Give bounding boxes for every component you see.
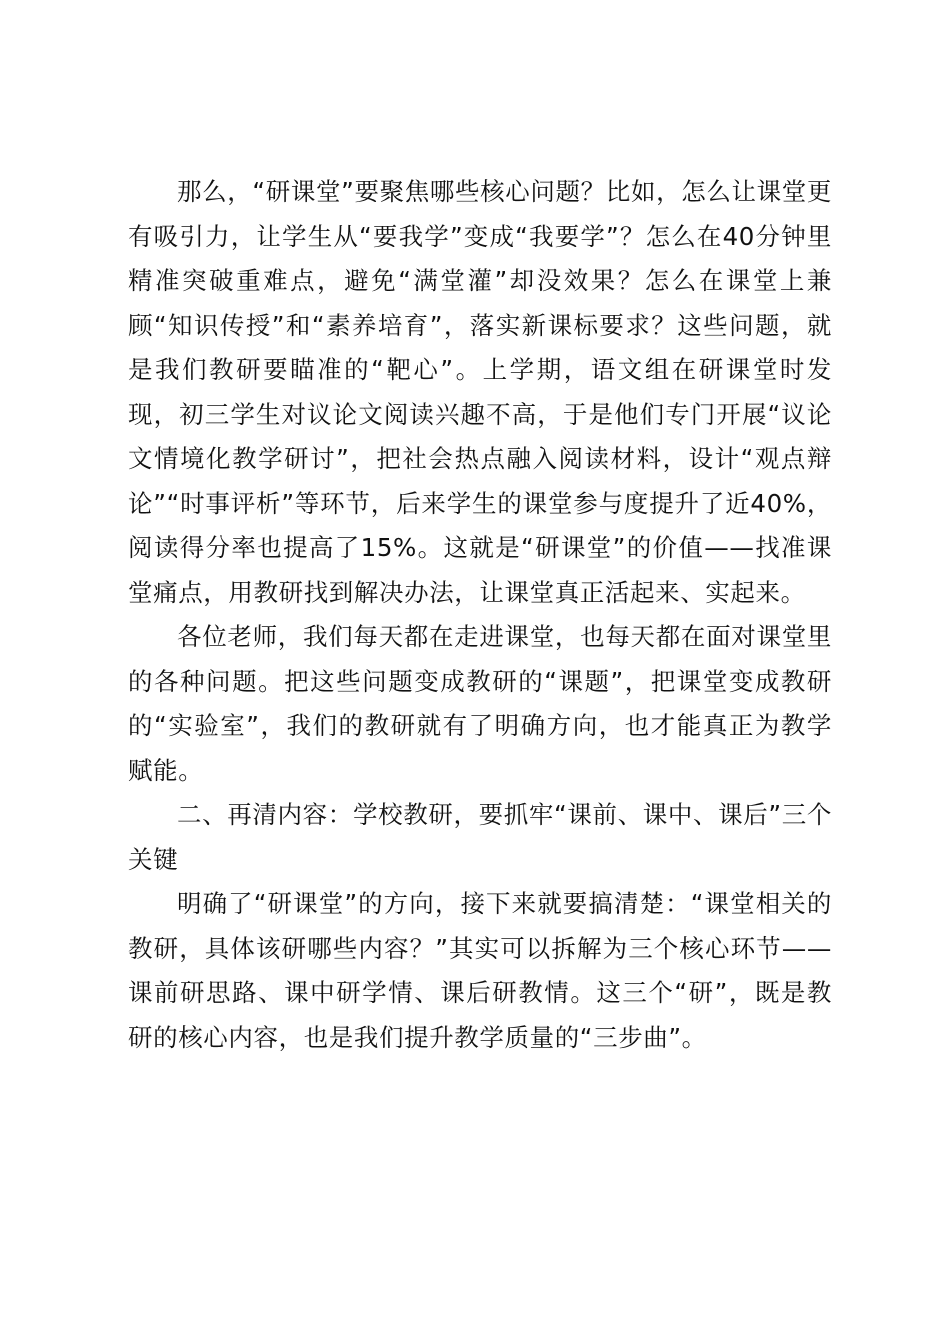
body-paragraph: 明确了“研课堂”的方向，接下来就要搞清楚：“课堂相关的教研，具体该研哪些内容？”其实可以拆解为三个核心环节——课前研思路、课中研学情、课后研教情。这三个“研”，既是教研的核心内容，也是我们提升教学质量的“三步曲”。	[128, 889, 832, 1052]
section-heading: 二、再清内容：学校教研，要抓牢“课前、课中、课后”三个关键	[128, 800, 832, 874]
document-page	[128, 170, 832, 1060]
body-paragraph: 各位老师，我们每天都在走进课堂，也每天都在面对课堂里的各种问题。把这些问题变成教研的“课题”，把课堂变成教研的“实验室”，我们的教研就有了明确方向，也才能真正为教学赋能。	[128, 622, 832, 785]
body-paragraph: 那么，“研课堂”要聚焦哪些核心问题？比如，怎么让课堂更有吸引力，让学生从“要我学”变成“我要学”？怎么在40分钟里精准突破重难点，避免“满堂灌”却没效果？怎么在课堂上兼顾“知识传授”和“素养培育”，落实新课标要求？这些问题，就是我们教研要瞄准的“靶心”。上学期，语文组在研课堂时发现，初三学生对议论文阅读兴趣不高，于是他们专门开展“议论文情境化教学研讨”，把社会热点融入阅读材料，设计“观点辩论”“时事评析”等环节，后来学生的课堂参与度提升了近40%，阅读得分率也提高了15%。这就是“研课堂”的价值——找准课堂痛点，用教研找到解决办法，让课堂真正活起来、实起来。	[128, 177, 832, 607]
